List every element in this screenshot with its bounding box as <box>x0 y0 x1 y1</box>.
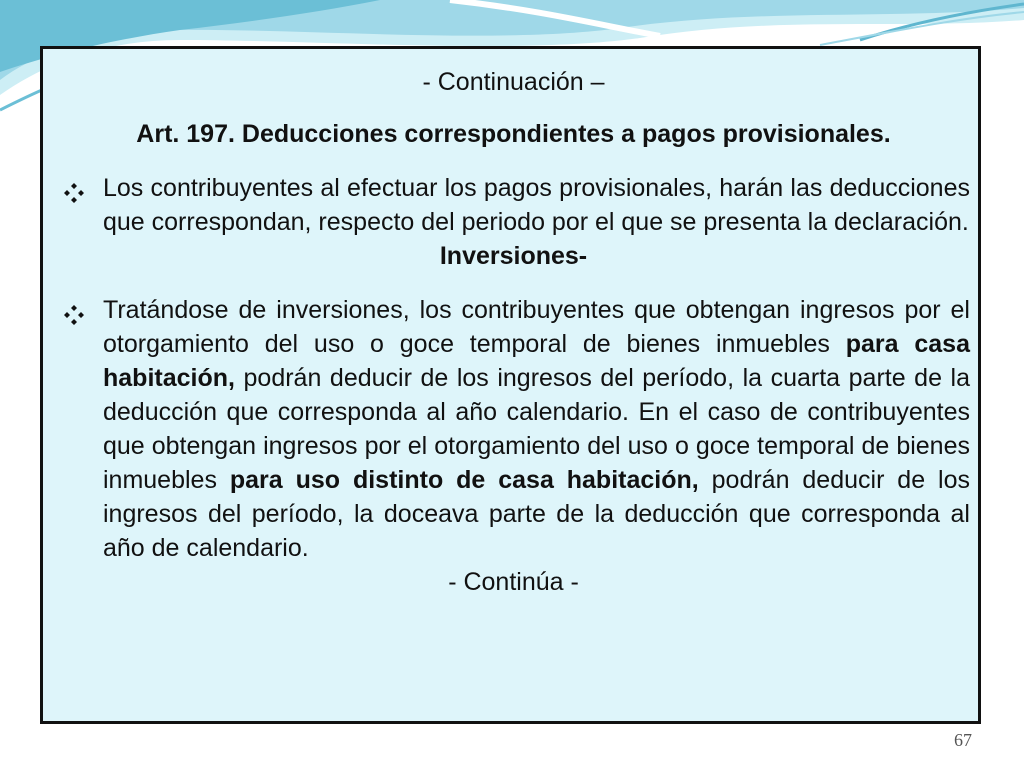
page-number: 67 <box>954 730 972 750</box>
bullet2-text-part1: Tratándose de inversiones, los contribuyentes que obtengan ingresos por el otorgamiento del uso o goce temporal de bienes inmuebles <box>103 296 970 358</box>
bullet-text-2 <box>103 293 970 565</box>
four-diamond-bullet-icon <box>57 293 103 335</box>
bullet2-bold-casa-habitacion: para casa habitación, <box>103 330 970 392</box>
four-diamond-bullet-icon <box>57 171 103 213</box>
bullet-item-2 <box>57 293 970 565</box>
continuation-top: - Continuación – <box>422 68 605 96</box>
subheading-inversiones: Inversiones- <box>439 242 588 270</box>
article-heading: Art. 197. Deducciones correspondientes a pagos provisionales. <box>136 120 891 148</box>
bullet2-bold-uso-distinto: para uso distinto de casa habitación, <box>229 466 699 494</box>
bullet-item-1 <box>57 171 970 239</box>
bullet2-text-part2: podrán deducir de los ingresos del período, la cuarta parte de la deducción que corresponda al año calendario. En el caso de contribuyentes que obtengan ingresos por el otorgamiento del uso o goce temporal de bienes inmuebles <box>103 364 970 494</box>
bullet-text-1: Los contribuyentes al efectuar los pagos provisionales, harán las deducciones que correspondan, respecto del periodo por el que se presenta la declaración. <box>103 174 970 236</box>
continuation-bottom: - Continúa - <box>448 568 579 596</box>
content-box <box>40 46 981 724</box>
bullet2-text-part3: podrán deducir de los ingresos del período, la doceava parte de la deducción que corresponda al año de calendario. <box>103 466 970 562</box>
